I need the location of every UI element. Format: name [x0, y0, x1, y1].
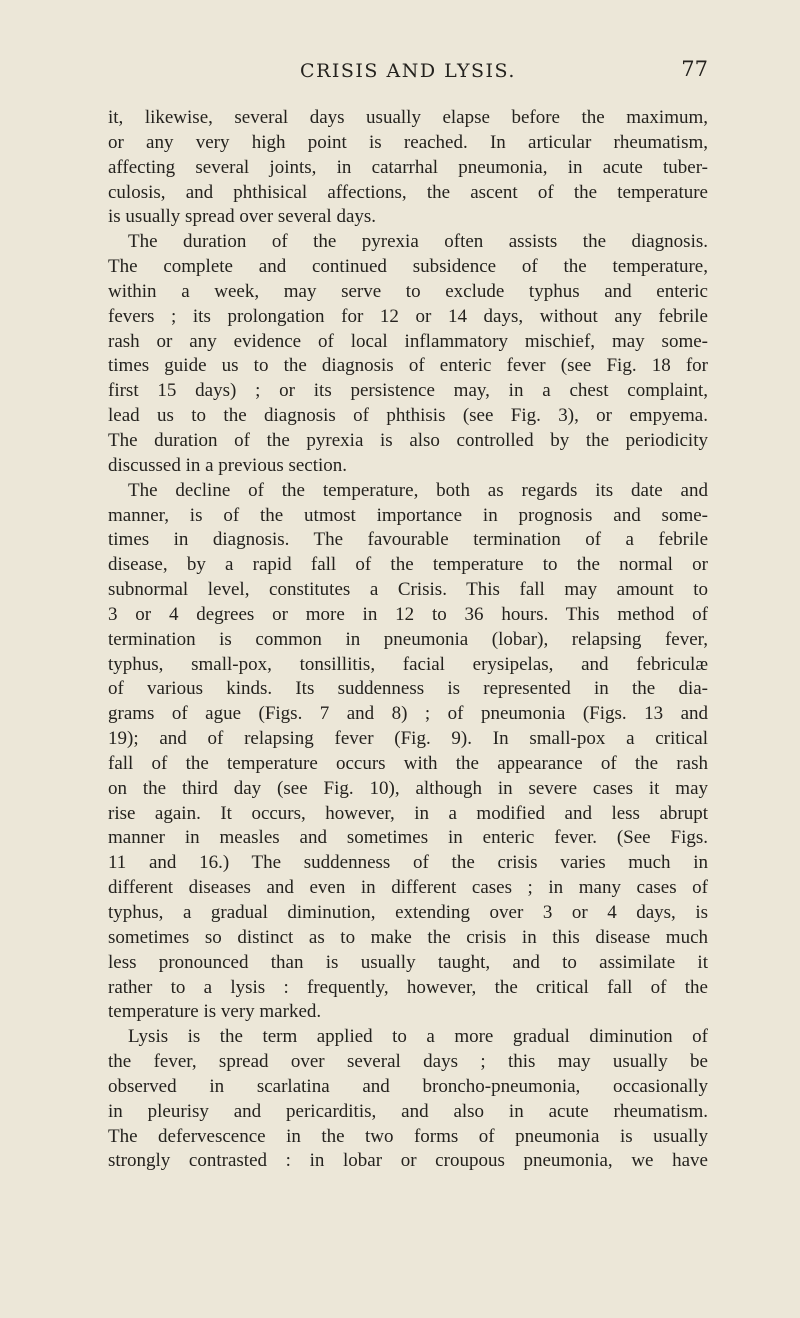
text-run: , is of the utmost importance in prognosis and some- [164, 504, 708, 526]
text-run: . This fall may amount to [442, 579, 708, 601]
text-run: within a week, may serve to exclude typhus and enteric [108, 280, 708, 302]
text-line [108, 976, 708, 1001]
text-line [108, 429, 708, 454]
text-run: The [128, 231, 184, 253]
text-run: The duration of the pyrexia is also controlled by the periodicity [108, 429, 708, 451]
text-line [108, 1149, 708, 1174]
text-run: times in diagnosis. The favourable termination of a febrile [108, 529, 708, 551]
text-run: 3 or 4 degrees or more in 12 to 36 hours. This method of [108, 603, 708, 625]
text-run: subnormal level, constitutes a [108, 579, 398, 601]
text-line [108, 1025, 708, 1050]
page-number: 77 [681, 57, 708, 81]
text-run: 19); and of relapsing fever (Fig. 9). In small-pox a critical [108, 728, 708, 750]
text-run: first 15 days) ; or its persistence may, in a chest complaint, [108, 380, 708, 402]
text-run: discussed in a previous section. [108, 454, 348, 476]
page-header [108, 57, 708, 87]
text-run: it, likewise, several days usually elapse before the maximum, [108, 107, 708, 128]
text-line [108, 677, 708, 702]
text-line [108, 1100, 708, 1125]
text-line [108, 553, 708, 578]
text-run: the fever, spread over several days ; this may usually be [108, 1051, 708, 1073]
text-line [108, 1050, 708, 1075]
text-run: duration [183, 231, 247, 253]
text-line [108, 106, 708, 131]
text-run: disease, by a rapid fall of the temperature to the normal or [108, 554, 708, 576]
text-run: termination is common in pneumonia (lobar), relapsing fever, [108, 628, 708, 650]
text-line [108, 1125, 708, 1150]
text-run: rash or any evidence of local inflammatory mischief, may some- [108, 330, 708, 352]
text-line [108, 802, 708, 827]
text-line [108, 528, 708, 553]
text-run: or any [108, 131, 196, 153]
text-run: very [195, 131, 230, 153]
text-line [108, 479, 708, 504]
text-run: less pronounced than is usually taught, and to assimilate it [108, 951, 708, 973]
text-run: times guide us to the diagnosis of enteric fever (see Fig. 18 for [108, 355, 708, 377]
text-run: different diseases and even in different cases ; in many cases of [108, 877, 708, 899]
text-run: of the pyrexia often assists the diagnosis. [246, 231, 708, 253]
text-run: fevers ; its prolongation for 12 or 14 days, without any febrile [108, 305, 708, 327]
text-line [108, 354, 708, 379]
text-line [108, 255, 708, 280]
text-run: observed in scarlatina and broncho-pneumonia, occasionally [108, 1075, 708, 1097]
text-line [108, 1075, 708, 1100]
text-run: The defervescence in the two forms of pneumonia is usually [108, 1125, 708, 1147]
text-run: typhus, small-pox, tonsillitis, facial erysipelas, and febriculæ [108, 653, 708, 675]
text-line [108, 181, 708, 206]
text-run: grams of ague (Figs. 7 and 8) ; of pneumonia (Figs. 13 and [108, 703, 708, 725]
text-line [108, 702, 708, 727]
text-line [108, 777, 708, 802]
text-line [108, 951, 708, 976]
text-run: manner [108, 504, 165, 526]
text-run: Lysis [128, 1026, 169, 1048]
text-line [108, 131, 708, 156]
text-run: fall of the temperature occurs with the appearance of the rash [108, 752, 708, 774]
text-line [108, 826, 708, 851]
text-line [108, 578, 708, 603]
text-line [108, 1000, 708, 1025]
text-run: The complete and continued subsidence of the temperature, [108, 256, 708, 278]
text-line [108, 504, 708, 529]
text-run: is usually spread over several days. [108, 206, 377, 228]
text-run: of various kinds. Its suddenness is represented in the dia- [108, 678, 708, 700]
text-run: in pleurisy and pericarditis, and also in acute rheumatism. [108, 1100, 708, 1122]
text-line [108, 851, 708, 876]
text-run: lead us to the diagnosis of phthisis (see Fig. 3), or empyema. [108, 405, 708, 427]
text-run: on the third day (see Fig. 10), although in severe cases it may [108, 777, 708, 799]
text-run: culosis, and phthisical affections, the ascent of the temperature [108, 181, 708, 203]
text-run: affecting several joints, in catarrhal pneumonia, in acute tuber- [108, 156, 708, 178]
text-line [108, 752, 708, 777]
text-run: manner in measles and sometimes in enteric fever. (See Figs. [108, 827, 708, 849]
text-line [108, 926, 708, 951]
text-line [108, 901, 708, 926]
text-line [108, 156, 708, 181]
text-line [108, 603, 708, 628]
text-run: The decline of the temperature, both as regards its date and [128, 479, 708, 501]
text-run: high point is reached. In articular rheumatism, [229, 131, 709, 153]
text-line [108, 628, 708, 653]
text-line [108, 305, 708, 330]
text-line [108, 230, 708, 255]
text-run: rather to a lysis : frequently, however, the critical fall of the [108, 976, 708, 998]
text-line [108, 653, 708, 678]
text-run: 11 and 16.) The suddenness of the crisis varies much in [108, 852, 708, 874]
body-text [108, 106, 708, 1174]
text-run: typhus, a gradual diminution, extending over 3 or 4 days, is [108, 902, 708, 923]
text-run: rise again. It occurs, however, in a modified and less abrupt [108, 802, 708, 824]
text-line [108, 404, 708, 429]
text-line [108, 379, 708, 404]
text-run: strongly contrasted : in lobar or croupous pneumonia, we have [108, 1150, 708, 1172]
text-run: Crisis [397, 579, 443, 601]
text-line [108, 330, 708, 355]
running-head: CRISIS AND LYSIS. [300, 60, 516, 82]
text-run: sometimes so distinct as to make the crisis in this disease much [108, 926, 708, 948]
text-run: temperature is very marked. [108, 1001, 322, 1023]
text-line [108, 280, 708, 305]
text-run: is the term applied to a more gradual diminution of [168, 1026, 708, 1048]
text-line [108, 205, 708, 230]
text-line [108, 876, 708, 901]
text-line [108, 727, 708, 752]
text-line [108, 454, 708, 479]
